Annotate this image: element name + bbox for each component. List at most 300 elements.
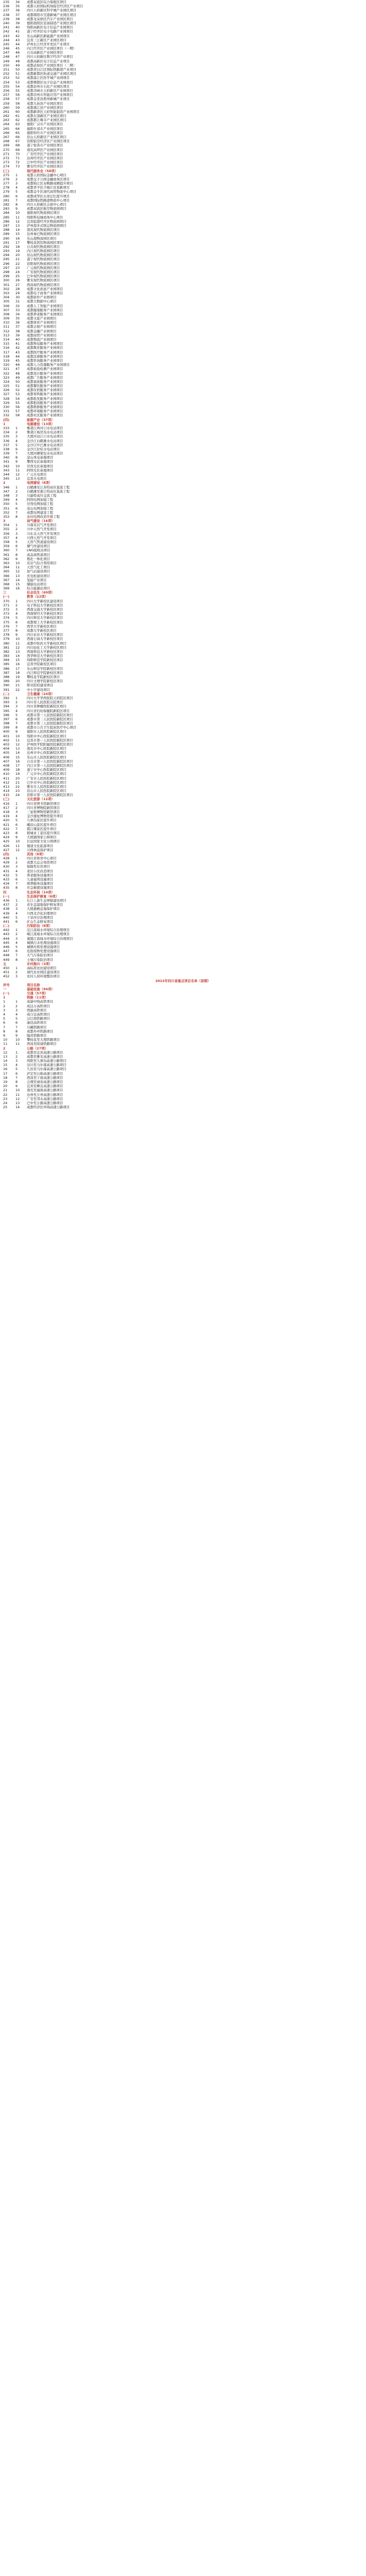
row-text: 成都天府国际金融中心项目: [27, 173, 66, 177]
row-sub-index: 11: [15, 843, 20, 848]
list-item: [0, 266, 366, 270]
row-text: 巴中至万源高速公路项目: [27, 1100, 63, 1105]
list-item: [0, 1067, 366, 1071]
row-index: 375: [3, 620, 10, 624]
row-text: 现代农业园区建设项目: [27, 970, 60, 975]
list-item: [0, 738, 366, 742]
list-item: [0, 1016, 366, 1021]
row-sub-index: 4: [15, 612, 18, 616]
row-sub-index: 50: [15, 379, 20, 384]
row-index: 321: [3, 367, 10, 371]
list-item: [0, 873, 366, 877]
row-sub-index: 6: [15, 717, 18, 721]
row-sub-index: 4: [15, 869, 18, 873]
row-sub-index: 1: [15, 485, 18, 489]
row-index: 394: [3, 704, 10, 709]
row-index: 256: [3, 88, 10, 93]
list-item: [0, 278, 366, 282]
list-item: [0, 131, 366, 135]
row-sub-index: 56: [15, 405, 20, 409]
row-sub-index: 39: [15, 21, 20, 25]
list-item: [0, 877, 366, 882]
row-index: 三: [3, 590, 7, 595]
row-index: 363: [3, 561, 10, 565]
section-heading: [0, 924, 366, 928]
row-index: 431: [3, 869, 10, 873]
list-item: [0, 646, 366, 650]
row-sub-index: 37: [15, 325, 20, 329]
list-item: [0, 106, 366, 110]
section-heading: [0, 692, 366, 696]
list-item: [0, 844, 366, 848]
list-item: [0, 540, 366, 544]
list-item: [0, 392, 366, 396]
row-text: 雅砻江杨房沟水电站项目: [27, 430, 63, 435]
row-index: 322: [3, 371, 10, 376]
list-item: [0, 219, 366, 224]
row-text: 凉山风电基地项目: [27, 455, 54, 460]
row-text: 内江经开区产业园区项目（一期）: [27, 46, 76, 51]
row-sub-index: 35: [15, 316, 20, 321]
row-text: 城镇垃圾处理设施项目: [27, 945, 60, 949]
row-index: 237: [3, 8, 10, 13]
row-sub-index: 21: [15, 780, 20, 785]
row-text: 乐山师范学院新校区项目: [27, 666, 63, 671]
list-item: [0, 650, 366, 654]
list-item: [0, 114, 366, 118]
row-text: 文化旅游（12项）: [27, 797, 55, 802]
list-item: [0, 17, 366, 21]
row-text: 广安至邻水高速公路项目: [27, 1096, 63, 1101]
row-sub-index: 5: [15, 443, 18, 447]
row-sub-index: 5: [15, 502, 18, 506]
row-index: 400: [3, 730, 10, 734]
row-text: 页岩气综合利用项目: [27, 561, 57, 565]
row-index: 419: [3, 814, 10, 819]
list-item: [0, 274, 366, 278]
row-index: 2: [3, 481, 6, 485]
list-item: [0, 135, 366, 139]
row-sub-index: 12: [15, 569, 20, 574]
section-heading: [0, 797, 366, 801]
row-sub-index: 7: [15, 198, 18, 202]
list-item: [0, 574, 366, 578]
row-text: 九寨沟景区提升项目: [27, 818, 57, 823]
row-index: 426: [3, 843, 10, 848]
row-text: 成都批发服务产业园项目: [27, 396, 63, 401]
row-sub-index: 3: [15, 1008, 18, 1012]
row-text: 西昌至昭通铁路项目: [27, 1042, 57, 1046]
list-item: [0, 865, 366, 869]
row-text: 攀西光伏基地项目: [27, 460, 54, 464]
row-text: 若尔盖湿地保护修复项目: [27, 903, 63, 907]
section-heading: [0, 890, 366, 894]
row-index: 403: [3, 742, 10, 747]
row-sub-index: 23: [15, 789, 20, 793]
row-text: 成都商贸产业园项目: [27, 333, 57, 337]
list-item: [0, 118, 366, 122]
row-index: 388: [3, 675, 10, 679]
list-item: [0, 641, 366, 646]
list-item: [0, 671, 366, 675]
row-text: 巴中经开区产业园区项目: [27, 160, 63, 165]
row-text: 泸州港多式联运物流园项目: [27, 223, 66, 228]
list-item: [0, 958, 366, 962]
row-index: 324: [3, 379, 10, 384]
list-item: [0, 578, 366, 582]
list-item: [0, 679, 366, 683]
row-text: 四川大学新校区建设项目: [27, 599, 63, 603]
row-sub-index: 5: [15, 190, 18, 194]
row-index: 337: [3, 443, 10, 447]
row-sub-index: 21: [15, 683, 20, 688]
row-text: 卫生健康（24项）: [27, 691, 55, 696]
row-sub-index: 53: [15, 392, 20, 397]
row-index: 368: [3, 582, 10, 586]
row-index: 350: [3, 502, 10, 506]
row-index: 252: [3, 72, 10, 76]
row-index: 5: [3, 1016, 6, 1021]
row-sub-index: 53: [15, 80, 20, 84]
list-item: [0, 603, 366, 607]
row-sub-index: 34: [15, 312, 20, 316]
row-index: 391: [3, 687, 10, 692]
list-item: [0, 29, 366, 33]
row-index: 348: [3, 493, 10, 498]
row-text: 南充现代物流园区项目: [27, 228, 60, 232]
row-index: 312: [3, 329, 10, 333]
row-text: 成都成华区东郊记忆提升项目: [27, 194, 70, 198]
list-item: [0, 730, 366, 734]
list-item: [0, 781, 366, 785]
list-item: [0, 945, 366, 949]
list-item: [0, 970, 366, 974]
row-text: 川西天然气开发项目: [27, 535, 57, 540]
row-sub-index: 14: [15, 654, 20, 658]
row-sub-index: 6: [15, 544, 18, 549]
row-sub-index: 2: [15, 1054, 18, 1059]
row-sub-index: 68: [15, 143, 20, 148]
list-item: [0, 84, 366, 89]
row-index: 383: [3, 654, 10, 658]
row-sub-index: 5: [15, 616, 18, 620]
row-sub-index: 9: [15, 835, 18, 840]
row-index: (一): [3, 595, 10, 599]
row-text: 四川农业大学新校区项目: [27, 633, 63, 637]
list-item: [0, 346, 366, 350]
row-text: 宜宾三江新区产业园区项目: [27, 38, 66, 42]
row-text: 嘉陵江流域水环境综合治理项目: [27, 936, 73, 941]
row-index: 23: [3, 1096, 8, 1101]
row-text: 长江上游生态屏障建设项目: [27, 898, 66, 903]
row-index: 319: [3, 358, 10, 363]
row-sub-index: 3: [15, 936, 18, 941]
list-item: [0, 4, 366, 8]
row-text: 四川天府新区数字经济产业项目: [27, 55, 73, 59]
list-item: [0, 320, 366, 325]
list-item: [0, 1076, 366, 1080]
row-index: 389: [3, 679, 10, 684]
row-index: 291: [3, 240, 10, 245]
row-text: 雅安市人民医院新院区项目: [27, 784, 66, 789]
row-index: 273: [3, 160, 10, 165]
list-item: [0, 999, 366, 1004]
row-sub-index: 2: [15, 527, 18, 532]
row-sub-index: 29: [15, 291, 20, 295]
row-index: 364: [3, 565, 10, 570]
row-text: 成都法律服务产业园项目: [27, 354, 63, 359]
list-item: [0, 937, 366, 941]
row-text: 成都都江堰市产业园区项目: [27, 118, 66, 123]
list-item: [0, 325, 366, 329]
row-text: 成都至雅安高速公路项目: [27, 1054, 63, 1059]
list-item: [0, 143, 366, 147]
row-text: 成都至宜宾高速公路项目: [27, 1050, 63, 1055]
row-index: 379: [3, 637, 10, 641]
row-index: 344: [3, 472, 10, 477]
row-index: 11: [3, 1042, 8, 1046]
row-sub-index: 44: [15, 354, 20, 359]
row-sub-index: 2: [15, 430, 18, 435]
row-sub-index: 11: [15, 468, 20, 472]
row-index: 387: [3, 670, 10, 675]
list-item: [0, 337, 366, 342]
row-index: 442: [3, 928, 10, 933]
row-sub-index: 16: [15, 586, 20, 591]
list-item: [0, 882, 366, 886]
row-text: 宜宾临港经开区物流园项目: [27, 219, 66, 224]
row-text: 西昌至宁南高速公路项目: [27, 1075, 63, 1080]
row-text: 乡村振兴（3项）: [27, 961, 53, 966]
row-index: 333: [3, 426, 10, 430]
row-index: 266: [3, 130, 10, 135]
list-item: [0, 110, 366, 114]
row-text: 成品油管道项目: [27, 552, 50, 557]
list-item: [0, 810, 366, 814]
row-text: 成都青白江区国际铁路港产业项目: [27, 67, 76, 72]
row-text: 宜宾市第一人民医院新院区项目: [27, 738, 73, 742]
list-item: [0, 202, 366, 207]
row-sub-index: 9: [15, 460, 18, 464]
row-text: 金沙江拉哇水电站项目: [27, 447, 60, 451]
row-index: 序号: [3, 982, 10, 987]
list-item: [0, 460, 366, 464]
row-index: 18: [3, 1075, 8, 1080]
row-sub-index: 2: [15, 1004, 18, 1008]
row-sub-index: 5: [15, 818, 18, 823]
row-text: 四川省肿瘤医院新院区项目: [27, 704, 66, 709]
list-item: [0, 25, 366, 29]
row-text: 成都设计服务产业园项目: [27, 371, 63, 376]
row-text: 德阳市人民医院新院区项目: [27, 730, 66, 734]
row-index: 277: [3, 181, 10, 186]
row-index: 405: [3, 751, 10, 755]
row-sub-index: 8: [15, 831, 18, 835]
row-text: 天然气化工项目: [27, 565, 50, 570]
row-sub-index: 6: [15, 919, 18, 924]
row-index: 320: [3, 363, 10, 367]
row-index: 386: [3, 666, 10, 671]
row-sub-index: 19: [15, 675, 20, 679]
row-index: 418: [3, 810, 10, 814]
row-sub-index: 6: [15, 620, 18, 624]
row-index: 304: [3, 295, 10, 300]
row-index: 346: [3, 485, 10, 489]
row-index: 446: [3, 945, 10, 949]
row-sub-index: 7: [15, 1075, 18, 1080]
row-index: 308: [3, 312, 10, 316]
list-item: [0, 1059, 366, 1063]
list-item: [0, 253, 366, 257]
list-item: [0, 34, 366, 38]
row-index: 272: [3, 156, 10, 160]
row-sub-index: 22: [15, 261, 20, 266]
row-sub-index: 52: [15, 76, 20, 80]
row-sub-index: 6: [15, 949, 18, 954]
row-text: 农村电网改造升级工程: [27, 514, 60, 519]
list-item: [0, 430, 366, 434]
row-sub-index: 36: [15, 8, 20, 13]
row-text: 南充高坪区产业园区项目: [27, 147, 63, 152]
row-sub-index: 3: [15, 865, 18, 869]
list-item: [0, 920, 366, 924]
row-sub-index: 8: [15, 886, 18, 890]
row-sub-index: 2: [15, 489, 18, 494]
list-item: [0, 304, 366, 308]
row-sub-index: 33: [15, 308, 20, 312]
row-sub-index: 6: [15, 877, 18, 882]
row-text: 成都蒲江县产业园区项目: [27, 105, 63, 110]
row-sub-index: 1: [15, 856, 18, 861]
row-sub-index: 25: [15, 274, 20, 279]
row-index: 22: [3, 1092, 8, 1097]
row-index: 417: [3, 805, 10, 810]
row-sub-index: 3: [15, 493, 18, 498]
row-text: 电源建设（13项）: [27, 421, 55, 426]
row-text: 自贡市第一人民医院新院区项目: [27, 759, 73, 764]
list-item: [0, 1012, 366, 1016]
row-text: 长征国家文化公园项目: [27, 839, 60, 844]
row-sub-index: 12: [15, 1096, 20, 1101]
row-index: 357: [3, 535, 10, 540]
list-item: [0, 789, 366, 793]
row-text: 成都高新区电子信息产业项目: [27, 59, 70, 63]
row-index: (二): [3, 924, 10, 928]
row-sub-index: 46: [15, 50, 20, 55]
row-index: 1: [3, 421, 6, 426]
row-sub-index: 2: [15, 700, 18, 705]
row-text: 油气建设（16项）: [27, 519, 55, 523]
row-text: 天然气管道建设项目: [27, 540, 57, 544]
row-text: 会理至禄劝高速公路项目: [27, 1080, 63, 1084]
list-item: [0, 270, 366, 274]
row-text: 成都简阳市空港新城产业园区项目: [27, 12, 76, 17]
row-index: 244: [3, 38, 10, 42]
row-sub-index: 5: [15, 713, 18, 717]
list-item: [0, 190, 366, 194]
row-text: 成都双流区航空物流园项目: [27, 207, 66, 211]
row-sub-index: 61: [15, 114, 20, 118]
row-text: 应急救援设施项目: [27, 886, 54, 890]
row-text: 遂宁市中心医院新院区项目: [27, 768, 66, 772]
row-sub-index: 58: [15, 101, 20, 106]
section-heading: [0, 418, 366, 422]
list-item: [0, 63, 366, 67]
row-sub-index: 18: [15, 244, 20, 249]
row-text: 教育（22项）: [27, 595, 48, 599]
row-index: 264: [3, 122, 10, 127]
section-heading: [0, 169, 366, 173]
row-sub-index: 64: [15, 126, 20, 131]
row-text: 川南页岩气开发项目: [27, 523, 57, 528]
list-item: [0, 713, 366, 717]
row-sub-index: 7: [15, 451, 18, 456]
row-text: 成都锦江区春熙路商圈提升项目: [27, 181, 73, 186]
row-sub-index: 67: [15, 139, 20, 144]
row-sub-index: 51: [15, 72, 20, 76]
row-text: 泸定至石棉高速公路项目: [27, 1071, 63, 1076]
row-text: 成都武侯区产业园区项目（二期）: [27, 63, 76, 67]
row-index: 21: [3, 1088, 8, 1093]
row-text: 2022年四川省重点项目名单（前期）: [155, 978, 211, 983]
row-index: 238: [3, 12, 10, 17]
row-sub-index: 15: [15, 755, 20, 759]
row-sub-index: 3: [15, 1059, 18, 1063]
row-text: 成都大数据中心项目: [27, 299, 57, 304]
row-index: 260: [3, 105, 10, 110]
row-index: 362: [3, 556, 10, 561]
row-sub-index: 1: [15, 1050, 18, 1055]
row-sub-index: 44: [15, 42, 20, 46]
row-text: 西南石油大学新校区项目: [27, 637, 63, 641]
list-item: [0, 523, 366, 527]
row-index: 296: [3, 261, 10, 266]
row-text: 汉巴南铁路项目: [27, 1016, 50, 1021]
row-text: 基础设施（94项）: [27, 987, 55, 991]
list-item: [0, 413, 366, 417]
row-text: 成都社区服务产业园项目: [27, 413, 63, 418]
row-sub-index: 16: [15, 236, 20, 241]
row-text: 广元现代物流园区项目: [27, 265, 60, 270]
row-text: 阿坝光伏基地项目: [27, 468, 54, 472]
row-sub-index: 9: [15, 633, 18, 637]
row-sub-index: 41: [15, 29, 20, 34]
row-text: 四川省人民医院东院项目: [27, 700, 63, 705]
list-item: [0, 717, 366, 721]
row-index: 235: [3, 0, 10, 4]
row-text: 成都人工智能产业园项目: [27, 303, 63, 308]
row-index: 251: [3, 67, 10, 72]
row-index: 380: [3, 641, 10, 646]
row-text: 成都文化创意产业园项目: [27, 286, 63, 291]
row-text: 白鹤滩至浙江特高压直流工程: [27, 489, 70, 494]
row-index: 281: [3, 198, 10, 202]
list-item: [0, 742, 366, 747]
list-item: [0, 215, 366, 219]
list-item: [0, 1025, 366, 1029]
row-text: 成都东部新区产业园区项目: [27, 114, 66, 118]
list-item: [0, 72, 366, 76]
list-item: [0, 173, 366, 177]
row-sub-index: 8: [15, 1029, 18, 1033]
row-index: 290: [3, 236, 10, 241]
row-sub-index: 38: [15, 329, 20, 333]
row-sub-index: 7: [15, 953, 18, 958]
row-sub-index: 2: [15, 903, 18, 907]
row-text: 德阳绵竹市产业园区项目: [27, 130, 63, 135]
row-text: 遂宁射洪市产业园区项目: [27, 143, 63, 148]
list-item: [0, 1105, 366, 1109]
